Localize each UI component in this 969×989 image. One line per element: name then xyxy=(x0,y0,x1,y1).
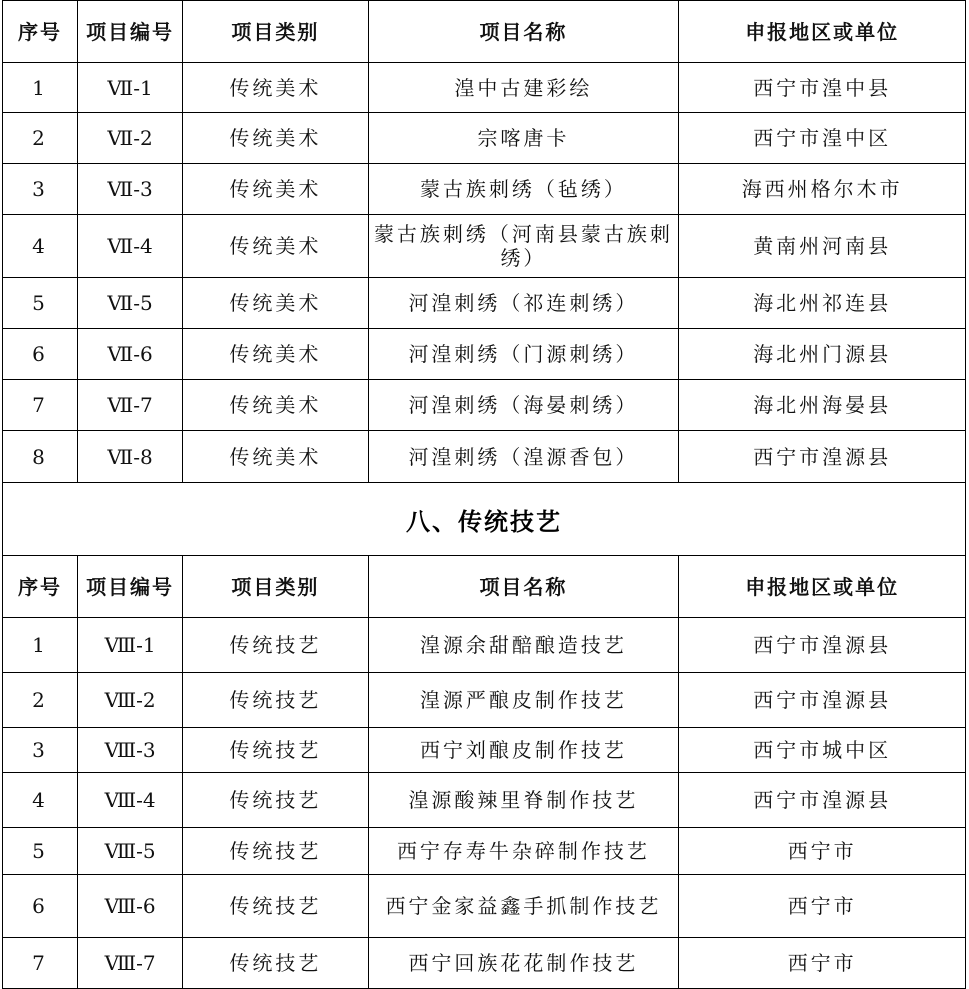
table-row xyxy=(3,329,966,380)
table-header-row xyxy=(3,1,966,63)
table-row xyxy=(3,215,966,278)
cell-name: 宗喀唐卡 xyxy=(368,113,679,164)
table-row xyxy=(3,673,966,728)
table-row xyxy=(3,728,966,773)
cell-no: 6 xyxy=(3,329,78,380)
header-region: 申报地区或单位 xyxy=(679,556,966,618)
cell-no: 1 xyxy=(3,618,78,673)
cell-code: Ⅶ-8 xyxy=(77,431,182,483)
cell-no: 2 xyxy=(3,113,78,164)
header-category: 项目类别 xyxy=(183,556,368,618)
header-no: 序号 xyxy=(3,556,78,618)
cell-code: Ⅷ-1 xyxy=(77,618,182,673)
cell-code: Ⅷ-5 xyxy=(77,828,182,875)
table-row xyxy=(3,431,966,483)
cell-region: 西宁市湟源县 xyxy=(679,673,966,728)
cell-code: Ⅷ-2 xyxy=(77,673,182,728)
table-row xyxy=(3,113,966,164)
header-no: 序号 xyxy=(3,1,78,63)
table-row xyxy=(3,164,966,215)
cell-code: Ⅶ-6 xyxy=(77,329,182,380)
cell-region: 西宁市湟源县 xyxy=(679,431,966,483)
cell-category: 传统美术 xyxy=(183,113,368,164)
cell-name: 西宁金家益鑫手抓制作技艺 xyxy=(368,875,679,938)
cell-category: 传统技艺 xyxy=(183,673,368,728)
cell-no: 5 xyxy=(3,828,78,875)
cell-category: 传统技艺 xyxy=(183,728,368,773)
cell-code: Ⅷ-6 xyxy=(77,875,182,938)
table-row xyxy=(3,875,966,938)
section-title xyxy=(2,483,966,555)
cell-no: 7 xyxy=(3,380,78,431)
section-title-text: 八、传统技艺 xyxy=(406,507,562,536)
cell-no: 8 xyxy=(3,431,78,483)
header-code: 项目编号 xyxy=(77,556,182,618)
cell-category: 传统技艺 xyxy=(183,828,368,875)
cell-code: Ⅶ-3 xyxy=(77,164,182,215)
cell-region: 西宁市湟中区 xyxy=(679,113,966,164)
cell-category: 传统美术 xyxy=(183,164,368,215)
cell-no: 2 xyxy=(3,673,78,728)
cell-no: 5 xyxy=(3,278,78,329)
cell-no: 6 xyxy=(3,875,78,938)
cell-name: 河湟刺绣（祁连刺绣） xyxy=(368,278,679,329)
header-category: 项目类别 xyxy=(183,1,368,63)
cell-region: 西宁市 xyxy=(679,875,966,938)
cell-no: 7 xyxy=(3,938,78,989)
cell-no: 3 xyxy=(3,728,78,773)
cell-region: 西宁市湟中县 xyxy=(679,63,966,113)
table-row xyxy=(3,380,966,431)
cell-no: 1 xyxy=(3,63,78,113)
cell-region: 西宁市湟源县 xyxy=(679,618,966,673)
cell-name: 西宁回族花花制作技艺 xyxy=(368,938,679,989)
cell-region: 海北州门源县 xyxy=(679,329,966,380)
header-code: 项目编号 xyxy=(77,1,182,63)
cell-name: 湟源严酿皮制作技艺 xyxy=(368,673,679,728)
table-row xyxy=(3,938,966,989)
cell-region: 西宁市 xyxy=(679,828,966,875)
cell-name: 河湟刺绣（海晏刺绣） xyxy=(368,380,679,431)
cell-code: Ⅶ-7 xyxy=(77,380,182,431)
table-header-row xyxy=(3,556,966,618)
cell-region: 海北州祁连县 xyxy=(679,278,966,329)
cell-name: 湟中古建彩绘 xyxy=(368,63,679,113)
cell-no: 4 xyxy=(3,773,78,828)
cell-region: 西宁市湟源县 xyxy=(679,773,966,828)
cell-name: 蒙古族刺绣（毡绣） xyxy=(368,164,679,215)
cell-code: Ⅶ-2 xyxy=(77,113,182,164)
cell-category: 传统美术 xyxy=(183,215,368,278)
cell-code: Ⅶ-1 xyxy=(77,63,182,113)
table-row xyxy=(3,618,966,673)
cell-region: 海北州海晏县 xyxy=(679,380,966,431)
cell-code: Ⅶ-4 xyxy=(77,215,182,278)
cell-code: Ⅷ-4 xyxy=(77,773,182,828)
cell-region: 海西州格尔木市 xyxy=(679,164,966,215)
table-traditional-craft xyxy=(2,555,966,989)
cell-code: Ⅷ-3 xyxy=(77,728,182,773)
table-row xyxy=(3,63,966,113)
cell-region: 黄南州河南县 xyxy=(679,215,966,278)
table-traditional-art xyxy=(2,0,966,483)
cell-category: 传统技艺 xyxy=(183,875,368,938)
cell-category: 传统美术 xyxy=(183,278,368,329)
cell-name: 蒙古族刺绣（河南县蒙古族刺绣） xyxy=(368,215,679,278)
table-row xyxy=(3,828,966,875)
cell-name: 河湟刺绣（门源刺绣） xyxy=(368,329,679,380)
cell-name: 西宁存寿牛杂碎制作技艺 xyxy=(368,828,679,875)
table-row xyxy=(3,278,966,329)
table-row xyxy=(3,773,966,828)
document-page xyxy=(2,0,966,989)
cell-name: 西宁刘酿皮制作技艺 xyxy=(368,728,679,773)
cell-code: Ⅶ-5 xyxy=(77,278,182,329)
cell-category: 传统美术 xyxy=(183,431,368,483)
cell-no: 3 xyxy=(3,164,78,215)
cell-category: 传统技艺 xyxy=(183,938,368,989)
cell-category: 传统美术 xyxy=(183,329,368,380)
header-name: 项目名称 xyxy=(368,1,679,63)
cell-category: 传统技艺 xyxy=(183,618,368,673)
cell-region: 西宁市城中区 xyxy=(679,728,966,773)
cell-name: 湟源余甜醅酿造技艺 xyxy=(368,618,679,673)
cell-code: Ⅷ-7 xyxy=(77,938,182,989)
cell-no: 4 xyxy=(3,215,78,278)
header-name: 项目名称 xyxy=(368,556,679,618)
cell-category: 传统技艺 xyxy=(183,773,368,828)
cell-region: 西宁市 xyxy=(679,938,966,989)
cell-name: 河湟刺绣（湟源香包） xyxy=(368,431,679,483)
cell-name: 湟源酸辣里脊制作技艺 xyxy=(368,773,679,828)
header-region: 申报地区或单位 xyxy=(679,1,966,63)
cell-category: 传统美术 xyxy=(183,380,368,431)
cell-category: 传统美术 xyxy=(183,63,368,113)
